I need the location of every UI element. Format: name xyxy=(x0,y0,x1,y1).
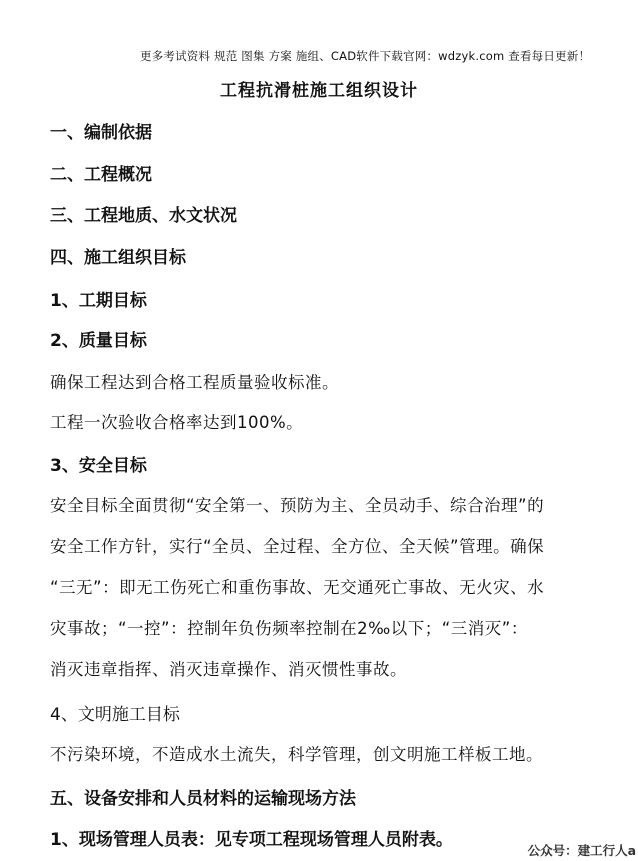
subheading-site-staff-table: 1、现场管理人员表：见专项工程现场管理人员附表。 xyxy=(50,830,453,850)
section-heading-5: 五、设备安排和人员材料的运输现场方法 xyxy=(50,789,356,809)
paragraph-line: 工程一次验收合格率达到100%。 xyxy=(50,413,304,432)
subheading-safety-goal: 3、安全目标 xyxy=(50,456,147,476)
section-heading-3: 三、工程地质、水文状况 xyxy=(50,206,237,226)
paragraph-line: 不污染环境，不造成水土流失，科学管理，创文明施工样板工地。 xyxy=(50,745,543,764)
section-heading-1: 一、编制依据 xyxy=(50,123,152,143)
paragraph-line: 消灭违章指挥、消灭违章操作、消灭惯性事故。 xyxy=(50,660,407,679)
section-heading-2: 二、工程概况 xyxy=(50,165,152,185)
paragraph-line: 安全工作方针，实行“全员、全过程、全方位、全天候”管理。确保 xyxy=(50,537,545,556)
paragraph-line: 确保工程达到合格工程质量验收标准。 xyxy=(50,373,339,392)
subheading-schedule-goal: 1、工期目标 xyxy=(50,291,147,311)
document-title: 工程抗滑桩施工组织设计 xyxy=(220,81,418,101)
paragraph-line: 安全目标全面贯彻“安全第一、预防为主、全员动手、综合治理”的 xyxy=(50,496,545,515)
section-heading-4: 四、施工组织目标 xyxy=(50,248,186,268)
subheading-quality-goal: 2、质量目标 xyxy=(50,331,147,351)
subheading-civilized-construction-goal: 4、文明施工目标 xyxy=(50,705,180,725)
paragraph-line: 灾事故；“一控”：控制年负伤频率控制在2‰以下；“三消灭”： xyxy=(50,619,528,638)
paragraph-line: “三无”：即无工伤死亡和重伤事故、无交通死亡事故、无火灾、水 xyxy=(50,578,545,597)
wechat-watermark: 公众号：建工行人a xyxy=(527,843,636,858)
download-banner: 更多考试资料 规范 图集 方案 施组、CAD软件下载官网：wdzyk.com 查看每日更新！ xyxy=(140,49,591,63)
